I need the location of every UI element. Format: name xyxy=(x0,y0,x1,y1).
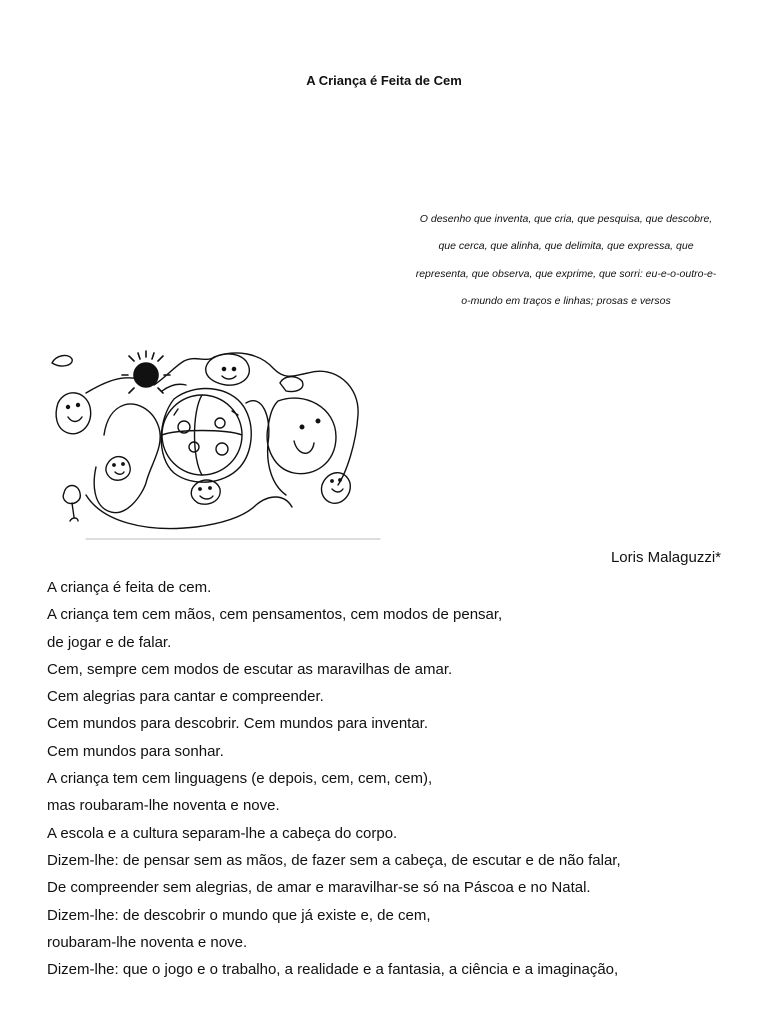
poem-line: Cem mundos para descobrir. Cem mundos para inventar. xyxy=(47,715,429,733)
epigraph-line: que cerca, que alinha, que delimita, que expressa, que xyxy=(438,240,694,253)
epigraph xyxy=(396,206,736,315)
poem-line: A criança tem cem linguagens (e depois, cem, cem, cem), xyxy=(47,770,433,788)
poem-line: A criança é feita de cem. xyxy=(47,579,212,596)
poem-line: Dizem-lhe: de descobrir o mundo que já existe e, de cem, xyxy=(47,906,431,924)
poem-line: Dizem-lhe: de pensar sem as mãos, de fazer sem a cabeça, de escutar e de não falar, xyxy=(47,851,621,869)
poem-body xyxy=(47,574,621,983)
epigraph-line: O desenho que inventa, que cria, que pesquisa, que descobre, xyxy=(419,213,713,225)
poem-line: de jogar e de falar. xyxy=(47,633,172,651)
epigraph-line: o-mundo em traços e linhas; prosas e versos xyxy=(461,294,671,307)
poem-line: mas roubaram-lhe noventa e nove. xyxy=(47,797,280,815)
poem-line: Dizem-lhe: que o jogo e o trabalho, a realidade e a fantasia, a ciência e a imaginação, xyxy=(47,961,619,979)
poem-line: Cem, sempre cem modos de escutar as maravilhas de amar. xyxy=(47,660,453,678)
poem-line: De compreender sem alegrias, de amar e maravilhar-se só na Páscoa e no Natal. xyxy=(47,879,591,897)
author-name: Loris Malaguzzi* xyxy=(610,549,721,566)
child-drawing-illustration xyxy=(46,345,382,541)
document-title: A Criança é Feita de Cem xyxy=(306,73,462,88)
poem-line: Cem alegrias para cantar e compreender. xyxy=(47,688,324,706)
epigraph-line: representa, que observa, que exprime, que sorri: eu-e-o-outro-e- xyxy=(415,267,717,280)
poem-line: Cem mundos para sonhar. xyxy=(47,742,224,760)
poem-line: A escola e a cultura separam-lhe a cabeça do corpo. xyxy=(47,824,398,842)
poem-line: A criança tem cem mãos, cem pensamentos, cem modos de pensar, xyxy=(47,606,503,624)
poem-line: roubaram-lhe noventa e nove. xyxy=(47,933,248,951)
